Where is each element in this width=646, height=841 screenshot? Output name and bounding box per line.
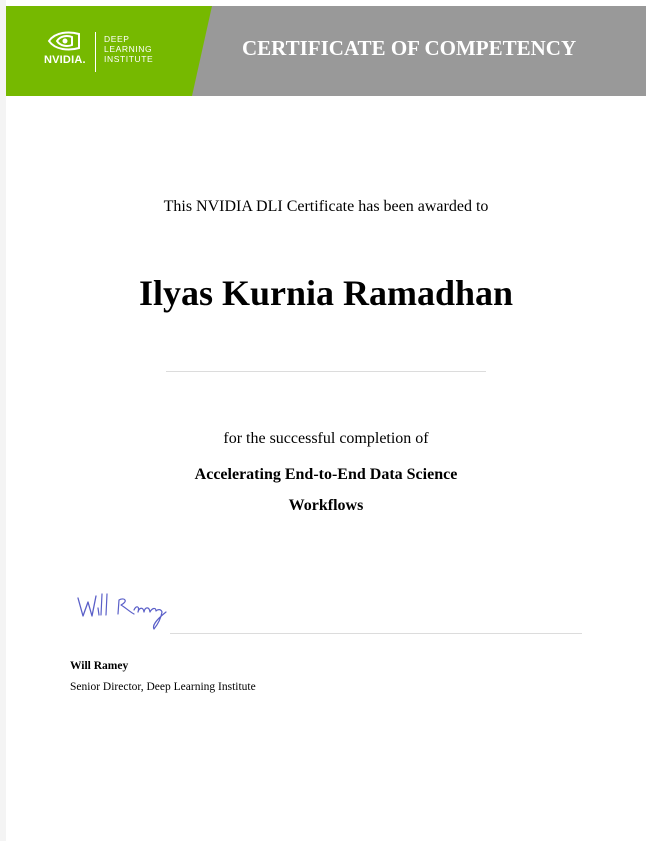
signature-image [74,588,170,632]
signature-line [170,633,582,634]
certificate-header [6,6,646,96]
recipient-name: Ilyas Kurnia Ramadhan [138,273,514,313]
certificate-title: CERTIFICATE OF COMPETENCY [242,36,577,60]
signatory-name: Will Ramey [70,660,129,672]
dli-line: LEARNING [104,44,153,54]
awarded-text: This NVIDIA DLI Certificate has been awarded to [163,198,489,215]
signatory-title: Senior Director, Deep Learning Institute [70,681,256,693]
name-divider [166,371,486,372]
completion-text: for the successful completion of [223,430,429,447]
logo-divider [95,32,96,72]
nvidia-dli-logo [44,30,169,74]
dli-line: DEEP [104,34,130,44]
nvidia-eye-icon [47,30,81,52]
nvidia-wordmark: NVIDIA. [44,54,86,66]
dli-line: INSTITUTE [104,54,154,64]
course-title: Accelerating End-to-End Data Science Workflows [194,466,458,514]
page-edge [0,0,6,841]
dli-wordmark [104,34,164,64]
